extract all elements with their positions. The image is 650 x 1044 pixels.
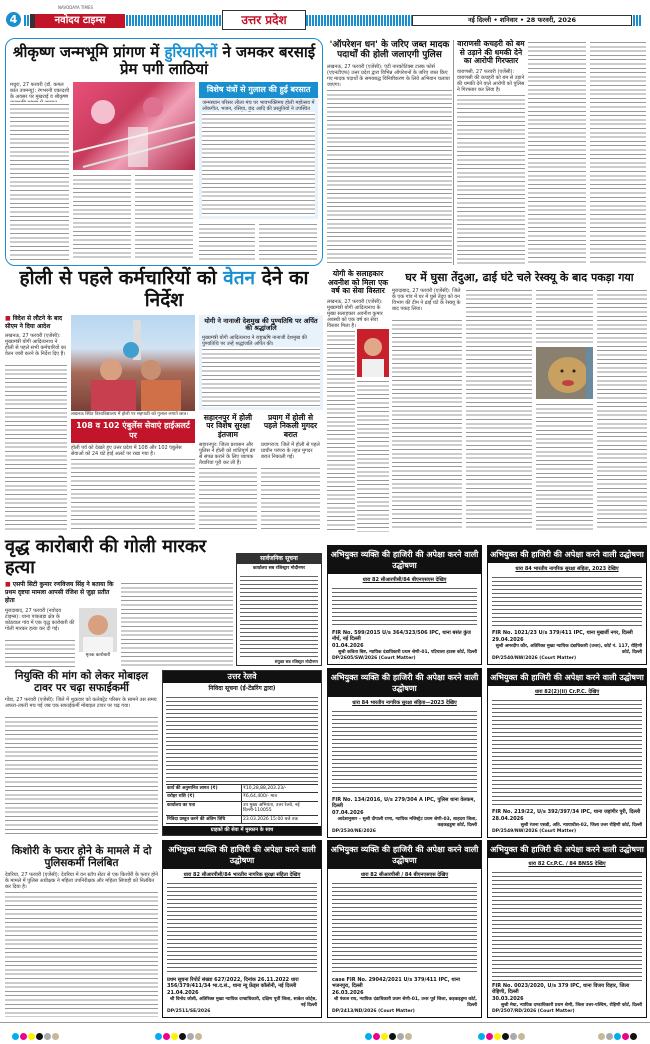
registration-marks bbox=[0, 1022, 650, 1032]
legal-notice bbox=[327, 545, 482, 665]
railway-row-label: निविदा प्रस्तुत करने की अंतिम तिथि bbox=[166, 816, 242, 824]
legal-notice-code: DP/2413/ND/2026 (Court Matter) bbox=[332, 1009, 415, 1014]
tower-body bbox=[5, 715, 158, 837]
lead-inset-title: विशेष यंत्रों से गुलाल की हुई बरसात bbox=[199, 82, 318, 98]
railway-tender bbox=[162, 670, 322, 836]
section-title: उत्तर प्रदेश bbox=[222, 10, 306, 30]
lead-col-2 bbox=[73, 82, 195, 262]
nanaji-box bbox=[199, 315, 323, 410]
nanaji-text: मुख्यमंत्री योगी आदित्यनाथ ने राष्ट्रऋषि नानाजी देशमुख की पुण्यतिथि पर उन्हें श्रद्धांजलि अर्पित की। bbox=[202, 334, 307, 347]
lead-inset-body bbox=[202, 112, 315, 216]
lead-inset-text: जन्मस्थान परिसर लीला मंच पर भावभक्तिमय होली महोत्सव में लोकगीत, भजन, रसिया, छंद आदि की प्रस्तुतियों ने उपस्थित bbox=[202, 99, 315, 112]
nanaji-body bbox=[202, 347, 320, 407]
leopard-dateline: मुरादाबाद, 27 फरवरी (एजेंसी): जिले के एक गांव में घर में घुसे तेंदुए को वन विभाग की टीम ने ढाई घंटे के रेस्क्यू के बाद पकड़ लिया। bbox=[392, 287, 461, 312]
salary-dateline: लखनऊ, 27 फरवरी (एजेंसी): मुख्यमंत्री योगी आदित्यनाथ ने होली से पहले सभी कर्मचारियों का वेतन जारी करने के निर्देश दिए हैं। bbox=[5, 332, 67, 357]
legal-notice-fir: case FIR No. 29042/2021 U/s 379/411 IPC, थाना भजनपुरा, दिल्ली bbox=[332, 977, 460, 989]
legal-notice-code: DP/2530/NE/2026 bbox=[332, 829, 376, 834]
tower-dateline: गोंडा, 27 फरवरी (एजेंसी): जिले में शुक्रवार को कलेक्ट्रेट परिसर के सामने उस समय अफरा-तफरी मच गई जब एक सफाईकर्मी मोबाइल टावर पर चढ़ गया। bbox=[5, 697, 157, 710]
holi-students-image bbox=[71, 315, 195, 411]
avneesh-dateline: लखनऊ, 27 फरवरी (एजेंसी): मुख्यमंत्री योगी आदित्यनाथ के मुख्य सलाहकार अवनीश कुमार अवस्थी को एक वर्ष का सेवा विस्तार मिला है। bbox=[327, 298, 383, 329]
murder-body-1 bbox=[5, 638, 75, 668]
kishori-body bbox=[5, 890, 158, 1017]
legal-notice bbox=[327, 840, 482, 1018]
misc-body bbox=[590, 40, 646, 265]
murder-body-2 bbox=[121, 581, 233, 668]
public-notice-office: कार्यालय सब रजिस्ट्रार मोदीनगर bbox=[252, 566, 306, 571]
nanaji-headline: योगी ने नानाजी देशमुख की पुण्यतिथि पर अर्पित की श्रद्धांजलि bbox=[204, 316, 318, 333]
railway-row-label: कार्यालय का पता bbox=[166, 802, 242, 815]
legal-notice-date: 01.04.2026 bbox=[332, 642, 364, 649]
legal-notice-officer: आदेशानुसार – सुश्री दीपाली राणा, न्यायिक मजिस्ट्रेट प्रथम श्रेणी-03, शाहदरा जिला, कड़कड़डूमा कोर्ट, दिल्ली bbox=[337, 817, 477, 828]
masthead bbox=[0, 0, 650, 32]
students-photo bbox=[71, 315, 195, 411]
railway-row-label: कार्य की अनुमानित लागत (₹) bbox=[166, 785, 242, 793]
salary-body bbox=[5, 315, 67, 531]
railway-subtitle: निविदा सूचना (ई-टेंडरिंग द्वारा) bbox=[208, 685, 276, 692]
op-dhan-dateline: लखनऊ, 27 फरवरी (एजेंसी): एंटी नारकोटिक्स टास्क फोर्स (एएनटीएफ) उत्तर प्रदेश द्वारा विभिन्न ऑपरेशनों के जरिए जब्त किए गए मादक पदार्थों के समयबद्ध विनिष्टीकरण के लिये अभियान चलाया जाएगा। bbox=[327, 63, 450, 88]
legal-notice-fir: FIR No. 134/2016, U/s 279/304 A IPC, पुलिस थाना वेलकम, दिल्ली bbox=[332, 797, 476, 809]
saharanpur-body bbox=[199, 466, 257, 532]
legal-notice-officer: सुश्री अमरदीप कौर, अतिरिक्त मुख्य न्यायिक दंडाधिकारी (उत्तर), कोर्ट नं. 117, रोहिणी कोर्ट, दिल्ली bbox=[495, 644, 642, 655]
legal-notice-body bbox=[492, 698, 642, 807]
color-dots bbox=[155, 1025, 203, 1044]
saharanpur-headline: सहारनपुर में होली पर विशेष सुरक्षा इंतजाम bbox=[203, 412, 253, 439]
legal-notice-section: धारा 82 सीआरपीसी/84 भारतीय नागरिक सुरक्षा संहिता देखिए bbox=[183, 872, 301, 878]
saharanpur-story bbox=[199, 414, 257, 531]
leopard-body-5 bbox=[536, 402, 593, 530]
avneesh-headline: योगी के सलाहकार अवनीश को मिला एक वर्ष का सेवा विस्तार bbox=[327, 269, 388, 296]
legal-notice-code: DP/2549/NW/2026 (Court Matter) bbox=[492, 829, 577, 834]
salary-columns bbox=[5, 315, 323, 531]
avneesh-body-2 bbox=[357, 379, 389, 532]
legal-notice-fir: FIR No. 0023/2020, U/s 379 IPC, थाना विजय विहार, जिला रोहिणी, दिल्ली bbox=[492, 982, 630, 995]
lead-headline: श्रीकृष्ण जन्मभूमि प्रांगण में हुरियारिनों ने जमकर बरसाई प्रेम पगी लाठियां bbox=[12, 43, 316, 79]
lead-photo bbox=[73, 82, 195, 170]
legal-notice bbox=[327, 668, 482, 838]
varanasi-body-2 bbox=[528, 40, 586, 265]
legal-notice-code: DP/2511/SE/2026 bbox=[167, 1009, 211, 1014]
legal-notice-title: अभियुक्त व्यक्ति की हाजिरी की अपेक्षा करने वाली उद्घोषणा bbox=[328, 546, 481, 574]
varanasi-dateline: वाराणसी, 27 फरवरी (एजेंसी): वाराणसी की कचहरी को बम से उड़ाने की धमकी देने वाले आरोपी को पुलिस ने गिरफ्तार कर लिया है। bbox=[457, 68, 525, 93]
color-dots bbox=[598, 1025, 638, 1044]
railway-table-row bbox=[166, 816, 318, 825]
legal-notice-title: अभियुक्त व्यक्ति की हाजिरी की अपेक्षा करने वाली उद्घोषणा bbox=[163, 841, 321, 869]
legal-notice-body bbox=[332, 881, 477, 975]
photo-caption: लखनऊ स्थित विश्वविद्यालय में होली पर सहपाठी को गुलाल लगाते छात्र। bbox=[71, 411, 188, 417]
lead-story bbox=[5, 38, 323, 266]
ambulance-body bbox=[71, 457, 195, 531]
leopard-body-4 bbox=[536, 288, 593, 344]
legal-notice-fir: प्रथम सूचना रिपोर्ट संख्या 627/2022, दिनांक 26.11.2022 धारा 356/379/411/34 भा.द.सं., थाना न्यू फ्रेंड्स कॉलोनी, नई दिल्ली bbox=[167, 977, 299, 989]
legal-notice-body bbox=[332, 586, 477, 628]
railway-row-value: ₹6,64,400/- मात्र bbox=[243, 794, 277, 799]
kishori-dateline: देवरिया, 27 फरवरी (एजेंसी): देवरिया में वन स्टॉप सेंटर से एक किशोरी के फरार होने के मामले में पुलिस अधीक्षक ने महिला उपनिरीक्षक और महिला सिपाही को निलंबित कर दिया है। bbox=[5, 872, 158, 891]
railway-row-label: धरोहर राशि (₹) bbox=[166, 793, 242, 801]
leopard-headline: घर में घुसा तेंदुआ, ढाई घंटे चले रेस्क्यू के बाद पकड़ा गया bbox=[405, 271, 634, 284]
leopard-story bbox=[392, 272, 647, 530]
legal-notice-section: धारा 84 भारतीय नागरिक सुरक्षा संहिता, 2023 देखिए bbox=[515, 566, 619, 572]
leopard-body-3 bbox=[597, 288, 647, 530]
legal-notice-date: 28.04.2026 bbox=[492, 815, 524, 822]
legal-notice-section: धारा 82 Cr.P.C. / 84 BNSS देखिए bbox=[528, 861, 606, 867]
legal-notice-body bbox=[492, 870, 642, 981]
murder-photo bbox=[79, 608, 117, 652]
legal-notice-code: DP/2507/RD/2026 (Court Matter) bbox=[492, 1009, 575, 1014]
railway-intro bbox=[166, 695, 318, 782]
murder-columns bbox=[5, 581, 233, 668]
legal-notice-title: अभियुक्त व्यक्ति की हाजिरी की अपेक्षा करने वाली उद्घोषणा bbox=[328, 841, 481, 869]
salary-bullet: ■ विदेश से लौटने के बाद सीएम ने दिया आदेश bbox=[5, 314, 63, 330]
lead-body-col3 bbox=[135, 173, 193, 262]
lead-columns bbox=[10, 82, 318, 262]
murder-dateline: मुरादाबाद, 27 फरवरी (नवोदय टाइम्स): थाना पाकबड़ा क्षेत्र के कोठवाल गांव में एक वृद्ध कारोबारी की गोली मारकर हत्या कर दी गई। bbox=[5, 608, 75, 633]
murder-headline: वृद्ध कारोबारी की गोली मारकर हत्या bbox=[5, 536, 207, 578]
prayag-story bbox=[261, 414, 320, 531]
railway-table-row bbox=[166, 802, 318, 816]
legal-notice-date: 29.04.2026 bbox=[492, 637, 524, 643]
railway-table-row bbox=[166, 793, 318, 802]
salary-photo-col bbox=[71, 315, 195, 531]
lead-col-3 bbox=[199, 82, 318, 262]
legal-notice-section: धारा 82(2)(ii) Cr.P.C. देखिए bbox=[534, 689, 600, 695]
leopard-columns bbox=[392, 288, 647, 530]
column-rule bbox=[453, 40, 454, 265]
lead-body-col2 bbox=[73, 173, 131, 262]
varanasi-body bbox=[457, 93, 525, 265]
salary-headline: होली से पहले कर्मचारियों को वेतन देने का निर्देश bbox=[19, 267, 309, 311]
lead-body-col4 bbox=[199, 222, 255, 262]
legal-notice-officer: सुश्री रंजना एसडी, अति. न्यायाधीश-02, जिला उत्तर रोहिणी कोर्ट, दिल्ली bbox=[520, 822, 642, 828]
color-dots bbox=[478, 1025, 526, 1044]
lead-body-col5 bbox=[259, 222, 317, 262]
salary-right-col bbox=[199, 315, 323, 531]
legal-notice bbox=[487, 545, 647, 665]
murder-photo-caption: मृतक कारोबारी bbox=[85, 653, 111, 659]
op-dhan-headline: 'ऑपरेशन धन' के जरिए जब्त मादक पदार्थों की होली जलाएगी पुलिस bbox=[329, 40, 450, 61]
logo: नवोदय टाइम्स bbox=[30, 14, 125, 28]
prayag-dateline: प्रयागराज: जिले में होली से पहले प्राचीन परंपरा के तहत मुगदर बरात निकाली गई। bbox=[261, 441, 320, 460]
leopard-image bbox=[536, 347, 593, 399]
railway-footer: ग्राहकों की सेवा में मुस्कान के साथ bbox=[163, 826, 321, 835]
legal-notice bbox=[487, 668, 647, 838]
legal-notice bbox=[487, 840, 647, 1018]
railway-row-value: उप मुख्य अभियंता, उत्तर रेलवे, नई दिल्ली-110055 bbox=[243, 802, 300, 813]
logo-small: NAVODAYA TIMES bbox=[58, 5, 94, 10]
legal-notice-code: DP/2540/NW/2026 (Court Matter) bbox=[492, 656, 577, 661]
legal-notice-date: 26.03.2026 bbox=[332, 990, 364, 996]
public-notice-footer: संयुक्त सब रजिस्ट्रार मोदीनगर bbox=[274, 659, 318, 664]
ambulance-headline: 108 व 102 एंबुलेंस सेवाएं हाईअलर्ट पर bbox=[71, 419, 195, 443]
murder-story bbox=[5, 537, 233, 668]
lead-dateline: मथुरा, 27 फरवरी (डॉ. कमल कांत उपमन्यु): रंगभरनी एकादशी के अवसर पर मुखराई व श्रीकृष्ण bbox=[10, 81, 70, 100]
leopard-body-2 bbox=[466, 288, 532, 530]
varanasi-headline: वाराणसी कचहरी को बम से उड़ाने की धमकी देने का आरोपी गिरफ्तार bbox=[457, 39, 525, 66]
op-dhan-body bbox=[327, 88, 452, 265]
legal-notice-code: DP/2605/SW/2026 (Court Matter) bbox=[332, 656, 416, 661]
legal-notice-body bbox=[332, 709, 477, 795]
legal-notice-title: अभियुक्त की हाजिरी की अपेक्षा करने वाली उद्घोषणा bbox=[488, 546, 646, 563]
lead-body-col1 bbox=[10, 102, 69, 262]
legal-notice-date: 30.03.2026 bbox=[492, 995, 524, 1002]
legal-notice-section: धारा 82 सीआरपीसी/84 बीएनएसएस देखिए bbox=[362, 577, 447, 583]
victim-portrait-image bbox=[79, 608, 117, 652]
legal-notice-body bbox=[492, 575, 642, 628]
legal-notice-officer: सुश्री कविता बिष्ट, न्यायिक दंडाधिकारी प्रथम श्रेणी-01, पटियाला हाउस कोर्ट, दिल्ली bbox=[338, 649, 477, 655]
avneesh-body bbox=[327, 329, 355, 532]
kishori-story bbox=[5, 845, 158, 1017]
legal-notice-fir: FIR No. 219/22, U/s 392/397/34 IPC, थाना जहांगीर पुरी, दिल्ली bbox=[492, 808, 641, 815]
salary-text bbox=[5, 363, 67, 531]
prayag-headline: प्रयाग में होली से पहले निकली मुगदर बरात bbox=[263, 412, 318, 439]
public-notice-body bbox=[240, 574, 318, 659]
public-notice-title: सार्वजनिक सूचना bbox=[237, 554, 321, 564]
murder-bullet: ■ एसपी सिटी कुमार रणविजय सिंह ने बताया कि प्रथम दृष्टया मामला आपसी रंजिश से जुड़ा प्रतीत होता bbox=[5, 581, 114, 605]
leopard-body-1 bbox=[392, 318, 462, 530]
tower-story bbox=[5, 670, 158, 837]
portrait-image bbox=[357, 329, 389, 377]
kishori-headline: किशोरी के फरार होने के मामले में दो पुलिसकर्मी निलंबित bbox=[11, 845, 152, 870]
railway-row-value: ₹10,28,88,203.23/- bbox=[243, 785, 287, 791]
legal-notice-title: अभियुक्त व्यक्ति की हाजिरी की अपेक्षा करने वाली उद्घोषणा bbox=[328, 669, 481, 697]
railway-title: उत्तर रेलवे bbox=[163, 671, 321, 683]
holi-lathmar-image bbox=[73, 82, 195, 170]
legal-notice-officer: सुश्री मेघा, न्यायिक दण्डाधिकारी प्रथम श्रेणी, जिला उत्तर-पश्चिम, रोहिणी कोर्ट, दिल्ली bbox=[501, 1002, 642, 1008]
legal-notice-title: अभियुक्त की हाजिरी की अपेक्षा करने वाली उद्घोषणा bbox=[488, 669, 646, 686]
saharanpur-dateline: सहारनपुर: जिला प्रशासन और पुलिस ने होली को शांतिपूर्ण ढंग से संपन्न कराने के लिए व्यापक तैयारियां पूरी कर ली हैं। bbox=[199, 441, 256, 466]
lead-col-1 bbox=[10, 82, 69, 262]
avneesh-story bbox=[327, 270, 389, 532]
legal-notice-title: अभियुक्त की हाजिरी की अपेक्षा करने वाली उद्घोषणा bbox=[488, 841, 646, 858]
legal-notice-fir: FIR No. 1021/23 U/s 379/411 IPC, थाना मुखर्जी नगर, दिल्ली bbox=[492, 630, 633, 636]
legal-notice-body bbox=[167, 881, 317, 975]
varanasi-story bbox=[457, 40, 525, 265]
ambulance-text: होली पर्व को देखते हुए उत्तर प्रदेश में 108 और 102 एंबुलेंस सेवाओं को 24 घंटे हाई अलर्ट पर रखा गया है। bbox=[71, 445, 182, 458]
public-notice bbox=[236, 553, 322, 666]
legal-notice-fir: FIR No. 599/2015 U/s 364/323/506 IPC, थाना बसंत कुंज नॉर्थ, नई दिल्ली bbox=[332, 629, 471, 642]
legal-notice-section: धारा 84 भारतीय नागरिक सुरक्षा संहिता—2023 देखिए bbox=[352, 700, 457, 706]
tower-headline: नियुक्ति की मांग को लेकर मोबाइल टावर पर चढ़ा सफाईकर्मी bbox=[14, 670, 149, 695]
leopard-photo bbox=[536, 347, 593, 399]
lead-inset-box bbox=[199, 82, 318, 219]
op-dhan-story bbox=[327, 40, 452, 265]
railway-row-value: 23.03.2026 15:00 बजे तक bbox=[243, 816, 298, 822]
legal-notice bbox=[162, 840, 322, 1018]
legal-notice-officer: श्री पंकज राय, न्यायिक दंडाधिकारी प्रथम श्रेणी-01, उत्तर पूर्व जिला, कड़कड़डूमा कोर्ट, दिल्ली bbox=[333, 997, 477, 1008]
date-line: नई दिल्ली • शनिवार • 28 फरवरी, 2026 bbox=[412, 15, 632, 26]
railway-table bbox=[166, 784, 318, 825]
color-dots bbox=[12, 1025, 60, 1044]
legal-notice-officer: श्री विनोद जोशी, अतिरिक्त मुख्य न्यायिक दण्डाधिकारी, दक्षिण पूर्वी जिला, साकेत कोर्ट्स, नई दिल्ली bbox=[169, 997, 317, 1008]
color-dots bbox=[365, 1025, 413, 1044]
page-number: 4 bbox=[6, 12, 21, 27]
avneesh-photo bbox=[357, 329, 389, 377]
legal-notice-date: 07.04.2026 bbox=[332, 810, 364, 816]
railway-table-row bbox=[166, 785, 318, 794]
legal-notice-section: धारा 82 सीआरपीसी / 84 बीएनएसएस देखिए bbox=[360, 872, 449, 878]
legal-notice-date: 21.04.2026 bbox=[167, 990, 199, 996]
prayag-body bbox=[261, 466, 320, 532]
salary-section bbox=[5, 268, 323, 531]
